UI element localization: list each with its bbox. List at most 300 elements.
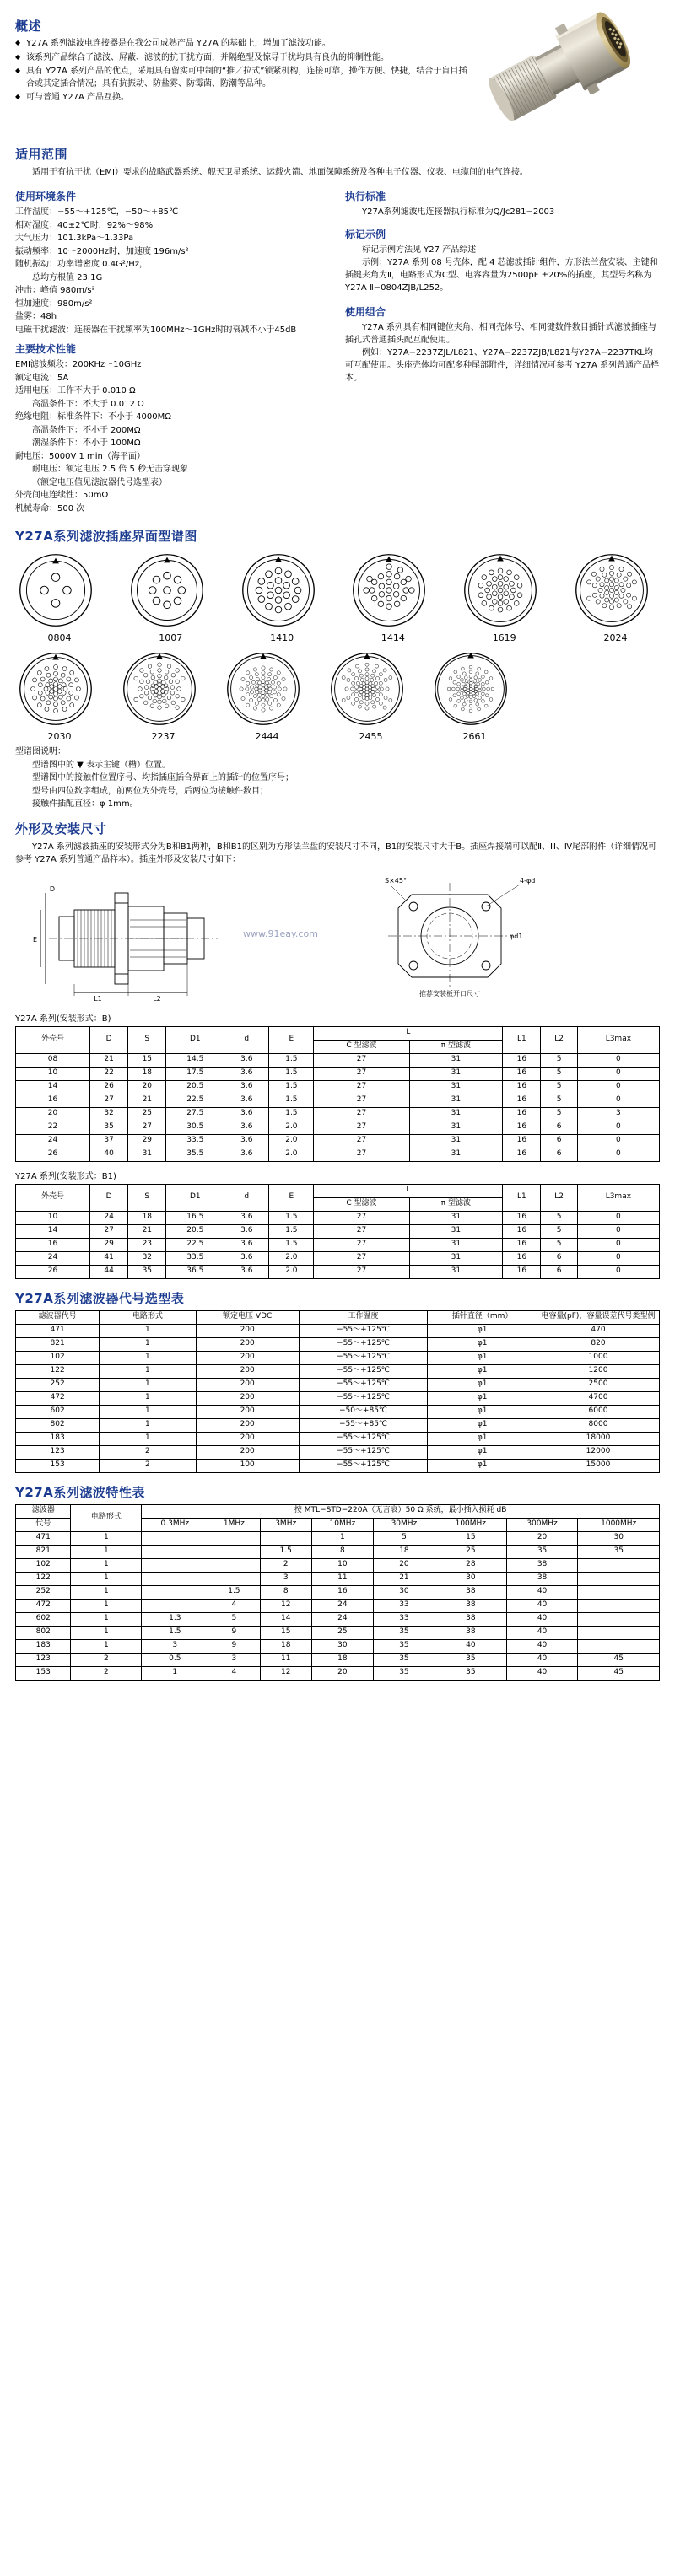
table-row bbox=[16, 1351, 660, 1364]
cell: 102 bbox=[16, 1351, 100, 1364]
cell: 22.5 bbox=[166, 1238, 224, 1251]
th: 额定电压 VDC bbox=[196, 1310, 299, 1324]
table-row bbox=[16, 1653, 660, 1666]
cell: 35 bbox=[373, 1653, 435, 1666]
cell: 31 bbox=[409, 1224, 503, 1238]
overview-title: 概述 bbox=[15, 19, 42, 34]
cell: 27 bbox=[89, 1224, 127, 1238]
th: S bbox=[128, 1184, 166, 1211]
cell: 16 bbox=[503, 1265, 541, 1278]
cell: 33.5 bbox=[166, 1251, 224, 1265]
cell bbox=[578, 1572, 660, 1585]
connector-photo-image bbox=[478, 10, 660, 137]
cell: 18 bbox=[128, 1211, 166, 1224]
char-table-title: Y27A系列滤波特性表 bbox=[15, 1484, 145, 1500]
cell: 41 bbox=[89, 1251, 127, 1265]
th: L2 bbox=[541, 1184, 577, 1211]
env-item: 电磁干扰滤波：连接器在干扰频率为100MHz～1GHz时的衰减不小于45dB bbox=[15, 325, 297, 335]
env-item: 恒加速度：980m/s² bbox=[15, 298, 93, 309]
table-row bbox=[16, 1053, 660, 1067]
dim-label-l2: L2 bbox=[153, 994, 161, 1003]
cell: 26 bbox=[16, 1265, 90, 1278]
cell: 5 bbox=[541, 1107, 577, 1121]
cell: 40 bbox=[506, 1626, 578, 1639]
th: 插针直径（mm） bbox=[428, 1310, 537, 1324]
cell bbox=[142, 1545, 208, 1558]
th: 3MHz bbox=[260, 1518, 311, 1531]
cell: 3 bbox=[208, 1653, 260, 1666]
perf-item: 高温条件下：不小于 200MΩ bbox=[32, 425, 141, 435]
cell: 2.0 bbox=[269, 1134, 314, 1148]
cell bbox=[142, 1599, 208, 1612]
cell: 27 bbox=[314, 1067, 409, 1080]
cell: 9 bbox=[208, 1626, 260, 1639]
cell: 31 bbox=[409, 1251, 503, 1265]
cell: 2.0 bbox=[269, 1148, 314, 1161]
cell: 16 bbox=[503, 1134, 541, 1148]
th: D1 bbox=[166, 1184, 224, 1211]
cell: 1 bbox=[100, 1432, 196, 1445]
cell: 183 bbox=[16, 1639, 71, 1653]
cell: 40 bbox=[506, 1639, 578, 1653]
cell: 16 bbox=[503, 1053, 541, 1067]
th: 外壳号 bbox=[16, 1026, 90, 1053]
cell: 31 bbox=[409, 1080, 503, 1094]
cell: 0 bbox=[577, 1134, 659, 1148]
cell: 40 bbox=[506, 1612, 578, 1626]
cell: 4 bbox=[208, 1599, 260, 1612]
cell: 0 bbox=[577, 1121, 659, 1134]
cell: φ1 bbox=[428, 1405, 537, 1418]
cell: 32 bbox=[128, 1251, 166, 1265]
cell: 28 bbox=[435, 1558, 506, 1572]
notes-title: 型谱图说明： bbox=[15, 747, 66, 756]
env-title: 使用环境条件 bbox=[15, 191, 77, 202]
cell: 0 bbox=[577, 1211, 659, 1224]
cell: 40 bbox=[506, 1585, 578, 1599]
cell: 2 bbox=[71, 1666, 142, 1680]
cell: 2.0 bbox=[269, 1251, 314, 1265]
cell: 20 bbox=[311, 1666, 373, 1680]
cell: 10 bbox=[311, 1558, 373, 1572]
cell: 200 bbox=[196, 1445, 299, 1459]
cell: 153 bbox=[16, 1666, 71, 1680]
cell: 37 bbox=[89, 1134, 127, 1148]
cell bbox=[208, 1572, 260, 1585]
cell: 8 bbox=[260, 1585, 311, 1599]
th: L3max bbox=[577, 1026, 659, 1053]
cell: φ1 bbox=[428, 1378, 537, 1391]
cell: 1 bbox=[100, 1364, 196, 1378]
note-item: 型谱图中的 ▼ 表示主键（槽）位置。 bbox=[32, 760, 171, 770]
cell: 200 bbox=[196, 1337, 299, 1351]
cell: 27 bbox=[128, 1121, 166, 1134]
cell: 5 bbox=[208, 1612, 260, 1626]
cell: 3 bbox=[142, 1639, 208, 1653]
perf-item: （额定电压值见滤波器代号选型表） bbox=[32, 477, 167, 487]
cell: 12 bbox=[260, 1666, 311, 1680]
cell: 35 bbox=[435, 1653, 506, 1666]
cell: 0 bbox=[577, 1238, 659, 1251]
cell: 21 bbox=[373, 1572, 435, 1585]
cell: 38 bbox=[435, 1599, 506, 1612]
th: S bbox=[128, 1026, 166, 1053]
cell: 602 bbox=[16, 1405, 100, 1418]
cell: 4700 bbox=[537, 1391, 660, 1405]
cell: 3.6 bbox=[224, 1224, 269, 1238]
cell: 27 bbox=[314, 1107, 409, 1121]
cell: 0 bbox=[577, 1265, 659, 1278]
cell: 16 bbox=[503, 1080, 541, 1094]
product-photo bbox=[478, 8, 660, 137]
note-item: 接触件插配直径：φ 1mm。 bbox=[32, 799, 138, 809]
cell bbox=[208, 1531, 260, 1545]
cell bbox=[578, 1639, 660, 1653]
cell: 820 bbox=[537, 1337, 660, 1351]
face-label: 2024 bbox=[603, 632, 628, 643]
cell: 821 bbox=[16, 1545, 71, 1558]
face-diagram bbox=[430, 648, 519, 742]
cell bbox=[208, 1545, 260, 1558]
table-b-title: Y27A 系列(安装形式：B) bbox=[15, 1014, 111, 1024]
table-row bbox=[16, 1067, 660, 1080]
cell: φ1 bbox=[428, 1418, 537, 1432]
cell: 6 bbox=[541, 1148, 577, 1161]
cell: 20.5 bbox=[166, 1224, 224, 1238]
table-row bbox=[16, 1531, 660, 1545]
cell: 25 bbox=[435, 1545, 506, 1558]
cell: 31 bbox=[409, 1265, 503, 1278]
table-row bbox=[16, 1639, 660, 1653]
face-label: 1007 bbox=[159, 632, 183, 643]
cell: 35 bbox=[373, 1626, 435, 1639]
cell: 35 bbox=[578, 1545, 660, 1558]
cell: 32 bbox=[89, 1107, 127, 1121]
cell: 1 bbox=[100, 1391, 196, 1405]
cell: 200 bbox=[196, 1418, 299, 1432]
cell: 200 bbox=[196, 1432, 299, 1445]
face-label: 1410 bbox=[270, 632, 294, 643]
cell: −55～+125℃ bbox=[299, 1432, 428, 1445]
cell: 0 bbox=[577, 1053, 659, 1067]
application-text: 适用于有抗干扰（EMI）要求的战略武器系统、舰天卫星系统、运载火箭、地面保障系统及各种电子仪器、仪表、电缆间的电气连接。 bbox=[32, 168, 528, 177]
th: L bbox=[314, 1026, 503, 1040]
cell: −55～+125℃ bbox=[299, 1324, 428, 1337]
dim-label-l1: L1 bbox=[94, 994, 102, 1003]
th: 代号 bbox=[16, 1518, 71, 1531]
perf-title: 主要技术性能 bbox=[15, 343, 77, 355]
perf-item: 外壳间电连续性：50mΩ bbox=[15, 491, 109, 500]
th: 300MHz bbox=[506, 1518, 578, 1531]
table-row bbox=[16, 1238, 660, 1251]
cell: 16 bbox=[503, 1107, 541, 1121]
cell: 252 bbox=[16, 1378, 100, 1391]
cell: 36.5 bbox=[166, 1265, 224, 1278]
cell: 44 bbox=[89, 1265, 127, 1278]
cell: 14.5 bbox=[166, 1053, 224, 1067]
cell: 1 bbox=[71, 1558, 142, 1572]
cell: 1 bbox=[71, 1585, 142, 1599]
cell: 122 bbox=[16, 1572, 71, 1585]
cell: 3.6 bbox=[224, 1107, 269, 1121]
cell: 1.5 bbox=[208, 1585, 260, 1599]
table-row bbox=[16, 1445, 660, 1459]
cell: −55～+125℃ bbox=[299, 1337, 428, 1351]
table-row bbox=[16, 1558, 660, 1572]
cell: 16 bbox=[503, 1224, 541, 1238]
cell: 31 bbox=[409, 1211, 503, 1224]
perf-item: 潮湿条件下：不小于 100MΩ bbox=[32, 438, 141, 448]
cell: 1.5 bbox=[269, 1053, 314, 1067]
cell: 08 bbox=[16, 1053, 90, 1067]
cell: 3 bbox=[260, 1572, 311, 1585]
cell: 38 bbox=[435, 1612, 506, 1626]
cell: 35.5 bbox=[166, 1148, 224, 1161]
cell: 2 bbox=[260, 1558, 311, 1572]
cell: 122 bbox=[16, 1364, 100, 1378]
table-row bbox=[16, 1265, 660, 1278]
cell: 33.5 bbox=[166, 1134, 224, 1148]
cell: 21 bbox=[128, 1224, 166, 1238]
cell: 3.6 bbox=[224, 1148, 269, 1161]
cell: 16 bbox=[503, 1121, 541, 1134]
cell: 16 bbox=[503, 1094, 541, 1107]
cell: 31 bbox=[409, 1094, 503, 1107]
cell: 1 bbox=[71, 1639, 142, 1653]
th: L1 bbox=[503, 1184, 541, 1211]
env-item: 随机振动：功率谱密度 0.4G²/Hz， bbox=[15, 260, 148, 269]
face-label: 1414 bbox=[381, 632, 405, 643]
cell: 14 bbox=[260, 1612, 311, 1626]
face-diagram bbox=[119, 648, 208, 742]
cell: 1.5 bbox=[269, 1094, 314, 1107]
cell: 472 bbox=[16, 1391, 100, 1405]
cell: 35 bbox=[128, 1265, 166, 1278]
th: C 型滤波 bbox=[314, 1040, 409, 1053]
cell: 31 bbox=[409, 1121, 503, 1134]
cell bbox=[142, 1572, 208, 1585]
cell: 3.6 bbox=[224, 1265, 269, 1278]
cell: 470 bbox=[537, 1324, 660, 1337]
cell: 3.6 bbox=[224, 1094, 269, 1107]
cell: 602 bbox=[16, 1612, 71, 1626]
cell: 3.6 bbox=[224, 1211, 269, 1224]
cell: 1 bbox=[71, 1572, 142, 1585]
cell: 1200 bbox=[537, 1364, 660, 1378]
cell: 802 bbox=[16, 1418, 100, 1432]
cell bbox=[260, 1531, 311, 1545]
cell: 27 bbox=[314, 1080, 409, 1094]
cell: 123 bbox=[16, 1653, 71, 1666]
th: π 型滤波 bbox=[409, 1197, 503, 1211]
cell: 27 bbox=[314, 1134, 409, 1148]
cell: 30.5 bbox=[166, 1121, 224, 1134]
face-diagram bbox=[571, 550, 660, 643]
cell: 38 bbox=[506, 1572, 578, 1585]
th: d bbox=[224, 1184, 269, 1211]
env-item: 大气压力：101.3kPa～1.33Pa bbox=[15, 234, 134, 243]
cell: 40 bbox=[506, 1653, 578, 1666]
table-row bbox=[16, 1626, 660, 1639]
cell: 5 bbox=[541, 1080, 577, 1094]
cell: 2 bbox=[71, 1653, 142, 1666]
cell: 471 bbox=[16, 1324, 100, 1337]
marking-title: 标记示例 bbox=[345, 229, 386, 240]
cell: 14 bbox=[16, 1080, 90, 1094]
cell: 27 bbox=[314, 1224, 409, 1238]
th: D bbox=[89, 1184, 127, 1211]
overview-list bbox=[15, 38, 472, 105]
cell: 2 bbox=[100, 1459, 196, 1472]
th: 电路形式 bbox=[71, 1504, 142, 1531]
cell: 27 bbox=[314, 1148, 409, 1161]
th: L3max bbox=[577, 1184, 659, 1211]
table-row bbox=[16, 1107, 660, 1121]
cell bbox=[578, 1626, 660, 1639]
dim-label-e: E bbox=[32, 935, 37, 944]
cell: 5 bbox=[373, 1531, 435, 1545]
cell: 31 bbox=[409, 1148, 503, 1161]
cell: 153 bbox=[16, 1459, 100, 1472]
cell: 21 bbox=[89, 1053, 127, 1067]
cell: 5 bbox=[541, 1094, 577, 1107]
table-row bbox=[16, 1405, 660, 1418]
cell: 5 bbox=[541, 1238, 577, 1251]
model-table-title: Y27A系列滤波器代号选型表 bbox=[15, 1290, 185, 1306]
th: 电路形式 bbox=[100, 1310, 196, 1324]
cell: 22 bbox=[16, 1121, 90, 1134]
cell: 802 bbox=[16, 1626, 71, 1639]
cell: 1 bbox=[71, 1599, 142, 1612]
cell: 3.6 bbox=[224, 1134, 269, 1148]
cell: 200 bbox=[196, 1405, 299, 1418]
cell: 1 bbox=[100, 1418, 196, 1432]
cell: 22 bbox=[89, 1067, 127, 1080]
cell: 15 bbox=[128, 1053, 166, 1067]
face-label: 0804 bbox=[47, 632, 72, 643]
cell: 24 bbox=[89, 1211, 127, 1224]
cell: 33 bbox=[373, 1599, 435, 1612]
cell: 1.5 bbox=[269, 1080, 314, 1094]
cell: 27.5 bbox=[166, 1107, 224, 1121]
th: 100MHz bbox=[435, 1518, 506, 1531]
dim-label-flange: 推荐安装板开口尺寸 bbox=[419, 989, 480, 998]
filter-characteristics-table bbox=[15, 1504, 660, 1681]
cell: 1.5 bbox=[260, 1545, 311, 1558]
cell: 3 bbox=[577, 1107, 659, 1121]
th: E bbox=[269, 1184, 314, 1211]
cell: 102 bbox=[16, 1558, 71, 1572]
cell: 1 bbox=[71, 1545, 142, 1558]
cell: 40 bbox=[506, 1599, 578, 1612]
face-diagram bbox=[127, 550, 215, 643]
th: D bbox=[89, 1026, 127, 1053]
cell: 27 bbox=[314, 1211, 409, 1224]
cell: 45 bbox=[578, 1666, 660, 1680]
standard-section bbox=[345, 184, 660, 515]
cell: 40 bbox=[506, 1666, 578, 1680]
perf-item: 耐电压：5000V 1 min（海平面） bbox=[15, 451, 145, 461]
perf-item: 绝缘电阻：标准条件下：不小于 4000MΩ bbox=[15, 412, 171, 422]
env-item: 总均方根值 23.1G bbox=[32, 272, 103, 282]
face-diagram bbox=[327, 648, 415, 742]
cell: 1.5 bbox=[142, 1626, 208, 1639]
cell: 6 bbox=[541, 1265, 577, 1278]
perf-item: 额定电流：5A bbox=[15, 373, 69, 383]
cell: 35 bbox=[373, 1639, 435, 1653]
env-conditions-section bbox=[15, 184, 330, 515]
cell: 40 bbox=[89, 1148, 127, 1161]
dimension-drawings bbox=[15, 869, 660, 1004]
cell: 6 bbox=[541, 1134, 577, 1148]
cell: φ1 bbox=[428, 1337, 537, 1351]
cell: −55～+125℃ bbox=[299, 1445, 428, 1459]
cell: 38 bbox=[435, 1585, 506, 1599]
cell: 0 bbox=[577, 1080, 659, 1094]
cell: 24 bbox=[16, 1251, 90, 1265]
cell: 22.5 bbox=[166, 1094, 224, 1107]
table-row bbox=[16, 1148, 660, 1161]
cell: 27 bbox=[314, 1238, 409, 1251]
cell: −55～+125℃ bbox=[299, 1351, 428, 1364]
cell: 1 bbox=[71, 1531, 142, 1545]
env-item: 盐雾：48h bbox=[15, 312, 57, 321]
cell: 30 bbox=[578, 1531, 660, 1545]
cell: 16 bbox=[16, 1094, 90, 1107]
cell: 18 bbox=[373, 1545, 435, 1558]
cell: 25 bbox=[128, 1107, 166, 1121]
table-row bbox=[16, 1211, 660, 1224]
cell: 23 bbox=[128, 1238, 166, 1251]
cell: 3.6 bbox=[224, 1121, 269, 1134]
cell: 3.6 bbox=[224, 1080, 269, 1094]
cell: φ1 bbox=[428, 1432, 537, 1445]
cell: 1 bbox=[71, 1626, 142, 1639]
cell: 25 bbox=[311, 1626, 373, 1639]
side-view-drawing bbox=[15, 869, 370, 1004]
cell: 20.5 bbox=[166, 1080, 224, 1094]
dimension-section-title: 外形及安装尺寸 bbox=[15, 820, 107, 836]
cell: 35 bbox=[435, 1666, 506, 1680]
face-diagram bbox=[223, 648, 311, 742]
th: L1 bbox=[503, 1026, 541, 1053]
marking-example: 示例：Y27A 系列 08 号壳体，配 4 芯滤波插针组件，方形法兰盘安装、主键和插键夹角为Ⅱ，电路形式为C型、电容容量为2500pF ±20%的插座，其型号名称为Y27A Ⅱ−0804ZJB/L252。 bbox=[345, 258, 658, 293]
cell: 24 bbox=[16, 1134, 90, 1148]
cell: 8 bbox=[311, 1545, 373, 1558]
cell: 1 bbox=[100, 1324, 196, 1337]
cell: 16.5 bbox=[166, 1211, 224, 1224]
cell bbox=[142, 1531, 208, 1545]
dimension-text: Y27A 系列滤波插座的安装形式分为B和B1两种，B和B1的区别为方形法兰盘的安装尺寸不同，B1的安装尺寸大于B。插座焊接端可以配Ⅱ、Ⅲ、Ⅳ尾部附件（详细情况可参考 Y27A 系列普通产品样本）。插座外形及安装尺寸如下： bbox=[15, 842, 657, 864]
cell: 18000 bbox=[537, 1432, 660, 1445]
cell: 123 bbox=[16, 1445, 100, 1459]
cell: 31 bbox=[409, 1053, 503, 1067]
face-notes bbox=[15, 745, 660, 811]
cell: 33 bbox=[373, 1612, 435, 1626]
env-item: 工作温度：−55～+125℃，−50～+85℃ bbox=[15, 207, 179, 217]
cell: 200 bbox=[196, 1391, 299, 1405]
table-row bbox=[16, 1545, 660, 1558]
cell: 821 bbox=[16, 1337, 100, 1351]
cell: 0 bbox=[577, 1148, 659, 1161]
cell: 4 bbox=[208, 1666, 260, 1680]
cell bbox=[208, 1558, 260, 1572]
cell: 16 bbox=[503, 1251, 541, 1265]
list-item: ◆ 该系列产品综合了滤波、屏蔽、滤波的抗干扰方面，并隔绝型及惊导于扰均具有良仇的抑制性能。 bbox=[15, 52, 472, 65]
cell: 252 bbox=[16, 1585, 71, 1599]
marking-intro: 标记示例方法见 Y27 产品综述 bbox=[362, 245, 477, 255]
cell: 3.6 bbox=[224, 1238, 269, 1251]
